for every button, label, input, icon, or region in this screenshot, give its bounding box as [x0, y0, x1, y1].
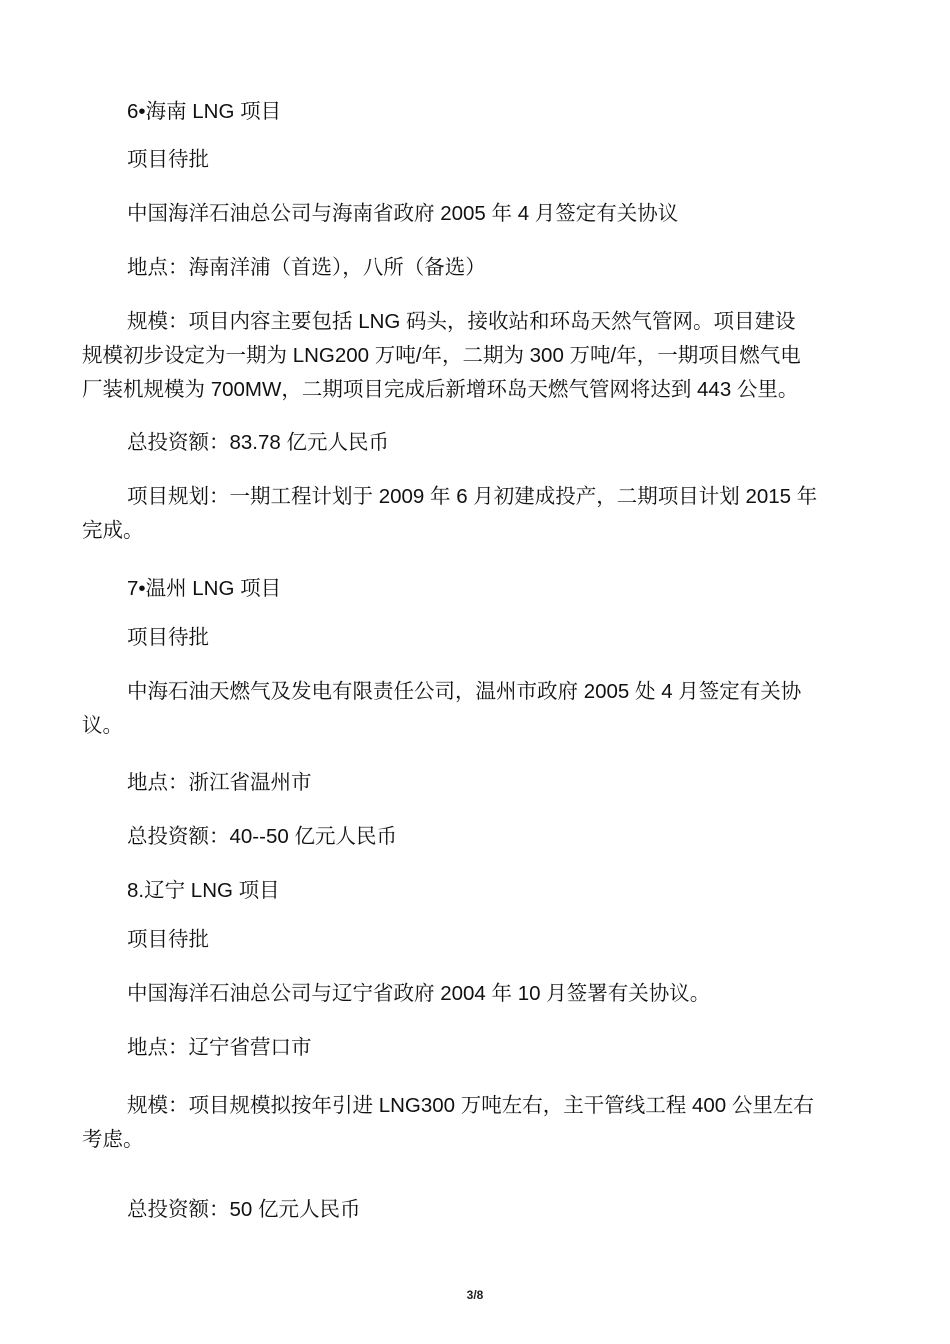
location-wenzhou: 地点：浙江省温州市: [127, 771, 312, 794]
heading-liaoning-lng: 8.辽宁 LNG 项目: [127, 879, 280, 902]
agreement-wenzhou-line-2: 议。: [82, 714, 123, 737]
scale-hainan-line-3: 厂装机规模为 700MW，二期项目完成后新增环岛天燃气管网将达到 443 公里。: [82, 378, 799, 401]
heading-hainan-lng: 6•海南 LNG 项目: [127, 100, 282, 123]
investment-liaoning: 总投资额：50 亿元人民币: [127, 1198, 361, 1221]
agreement-liaoning: 中国海洋石油总公司与辽宁省政府 2004 年 10 月签署有关协议。: [127, 982, 711, 1005]
scale-liaoning: [82, 1089, 872, 1157]
plan-hainan-line-2: 完成。: [82, 519, 144, 542]
status-wenzhou: 项目待批: [127, 626, 209, 649]
agreement-wenzhou: [82, 675, 872, 743]
location-liaoning: 地点：辽宁省营口市: [127, 1036, 312, 1059]
investment-wenzhou: 总投资额：40--50 亿元人民币: [127, 825, 397, 848]
plan-hainan: [82, 480, 872, 548]
scale-liaoning-line-1: 规模：项目规模拟按年引进 LNG300 万吨左右，主干管线工程 400 公里左右: [127, 1094, 814, 1117]
agreement-hainan: 中国海洋石油总公司与海南省政府 2005 年 4 月签定有关协议: [127, 202, 679, 225]
scale-hainan-line-2: 规模初步设定为一期为 LNG200 万吨/年，二期为 300 万吨/年，一期项目燃气电: [82, 344, 801, 367]
plan-hainan-line-1: 项目规划：一期工程计划于 2009 年 6 月初建成投产，二期项目计划 2015 年: [127, 485, 818, 508]
investment-hainan: 总投资额：83.78 亿元人民币: [127, 431, 389, 454]
scale-hainan-line-1: 规模：项目内容主要包括 LNG 码头，接收站和环岛天然气管网。项目建设: [127, 310, 796, 333]
scale-liaoning-line-2: 考虑。: [82, 1128, 144, 1151]
agreement-wenzhou-line-1: 中海石油天燃气及发电有限责任公司，温州市政府 2005 处 4 月签定有关协: [127, 680, 802, 703]
page-number: 3/8: [466, 1288, 484, 1302]
heading-wenzhou-lng: 7•温州 LNG 项目: [127, 577, 282, 600]
status-liaoning: 项目待批: [127, 928, 209, 951]
scale-hainan: [82, 305, 872, 407]
status-hainan: 项目待批: [127, 148, 209, 171]
location-hainan: 地点：海南洋浦（首选），八所（备选）: [127, 256, 486, 279]
